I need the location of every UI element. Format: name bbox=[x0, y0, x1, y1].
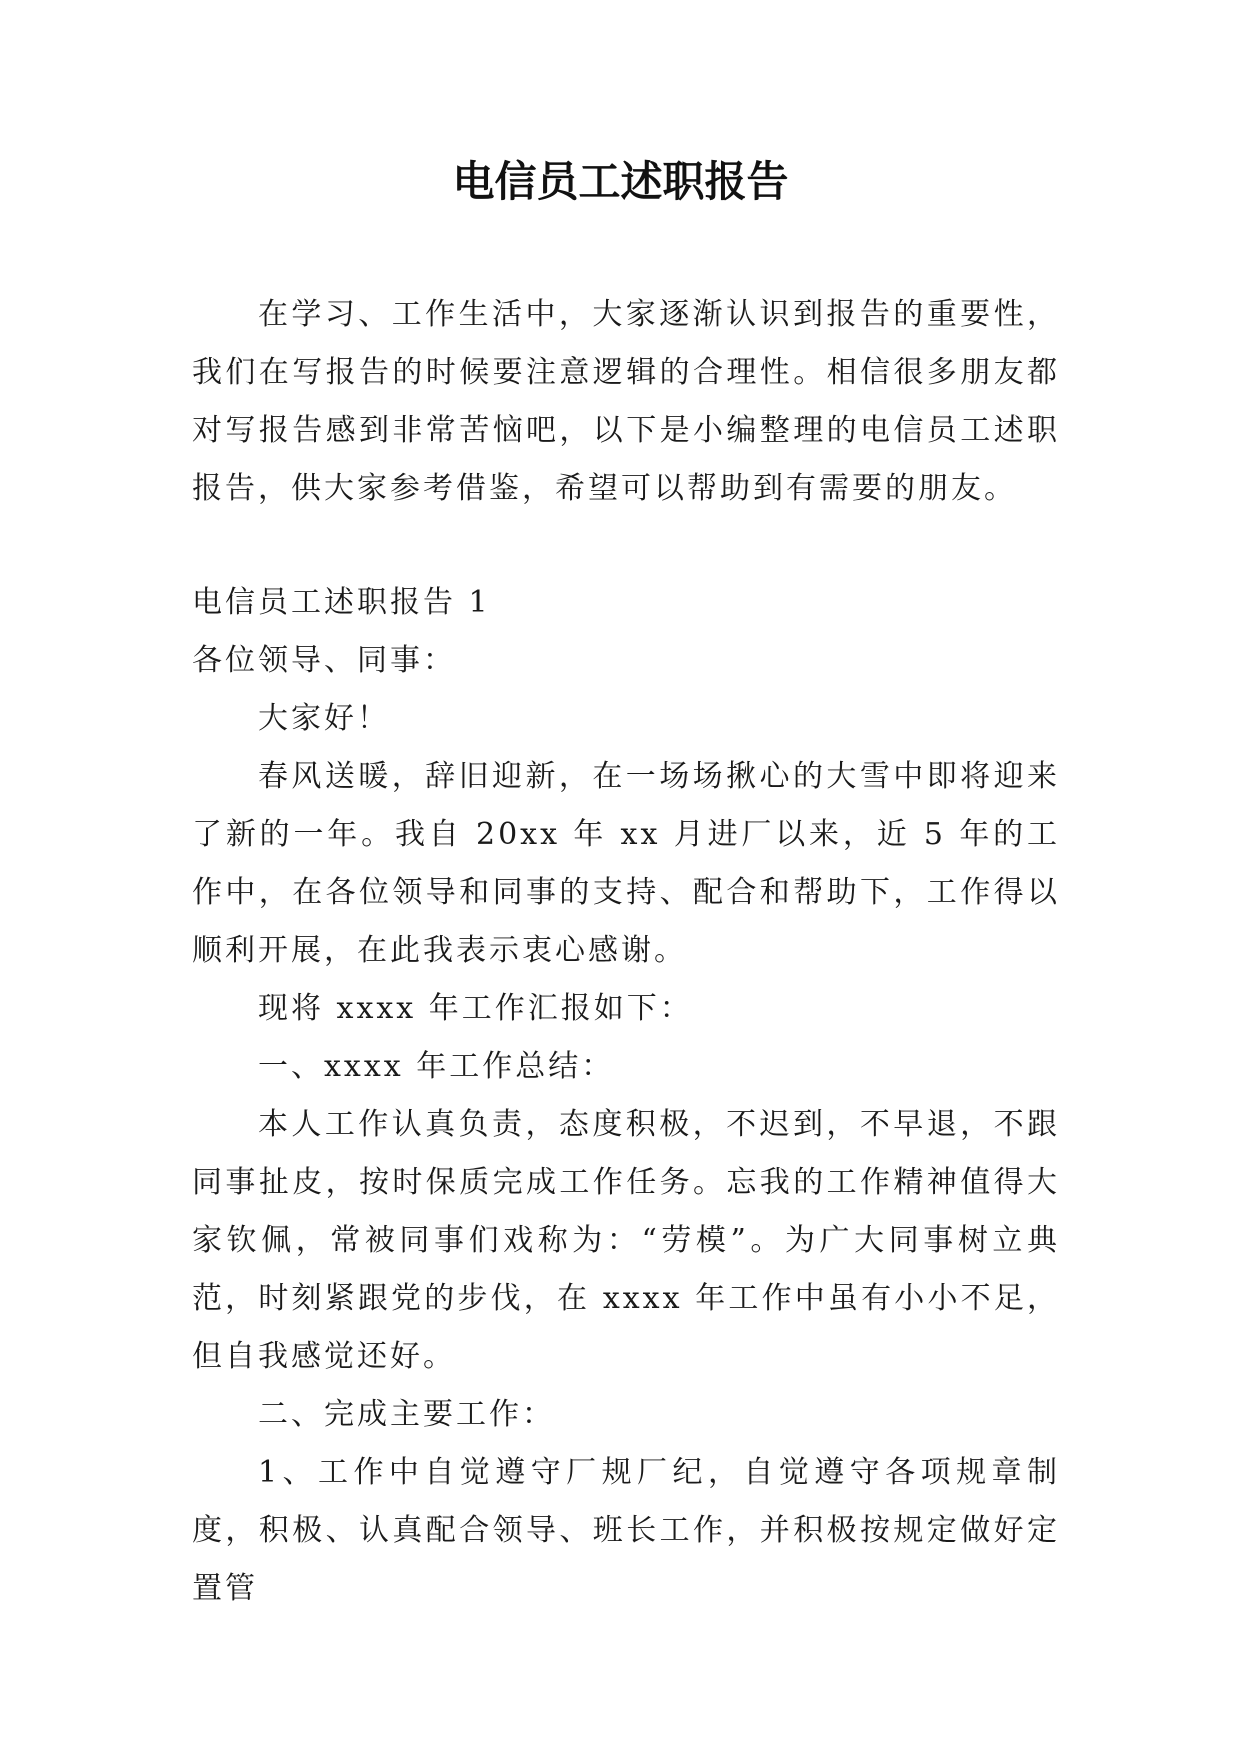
body-paragraph: 本人工作认真负责，态度积极，不迟到，不早退，不跟同事扯皮，按时保质完成工作任务。忘我的工作精神值得大家钦佩，常被同事们戏称为：“劳模”。为广大同事树立典范，时刻紧跟党的步伐，在 xxxx 年工作中虽有小小不足，但自我感觉还好。 bbox=[192, 1107, 1060, 1374]
section-heading: 电信员工述职报告 1 bbox=[192, 585, 491, 620]
body-paragraph: 现将 xxxx 年工作汇报如下： bbox=[258, 991, 693, 1026]
subsection-heading: 一、xxxx 年工作总结： bbox=[258, 1049, 615, 1084]
paragraph-gap bbox=[192, 518, 1060, 574]
intro-paragraph: 在学习、工作生活中，大家逐渐认识到报告的重要性，我们在写报告的时候要注意逻辑的合理性。相信很多朋友都对写报告感到非常苦恼吧，以下是小编整理的电信员工述职报告，供大家参考借鉴，希望可以帮助到有需要的朋友。 bbox=[192, 297, 1060, 506]
subsection-heading: 二、完成主要工作： bbox=[258, 1397, 555, 1432]
salutation: 各位领导、同事： bbox=[192, 643, 456, 678]
greeting: 大家好！ bbox=[258, 701, 390, 736]
document-body bbox=[192, 286, 1060, 1618]
body-paragraph: 春风送暖，辞旧迎新，在一场场揪心的大雪中即将迎来了新的一年。我自 20xx 年 xx 月进厂以来，近 5 年的工作中，在各位领导和同事的支持、配合和帮助下，工作得以顺利开展，在此我表示衷心感谢。 bbox=[192, 759, 1060, 968]
document-title: 电信员工述职报告 bbox=[452, 157, 789, 206]
body-paragraph: 1、工作中自觉遵守厂规厂纪，自觉遵守各项规章制度，积极、认真配合领导、班长工作，并积极按规定做好定置管 bbox=[192, 1455, 1060, 1606]
